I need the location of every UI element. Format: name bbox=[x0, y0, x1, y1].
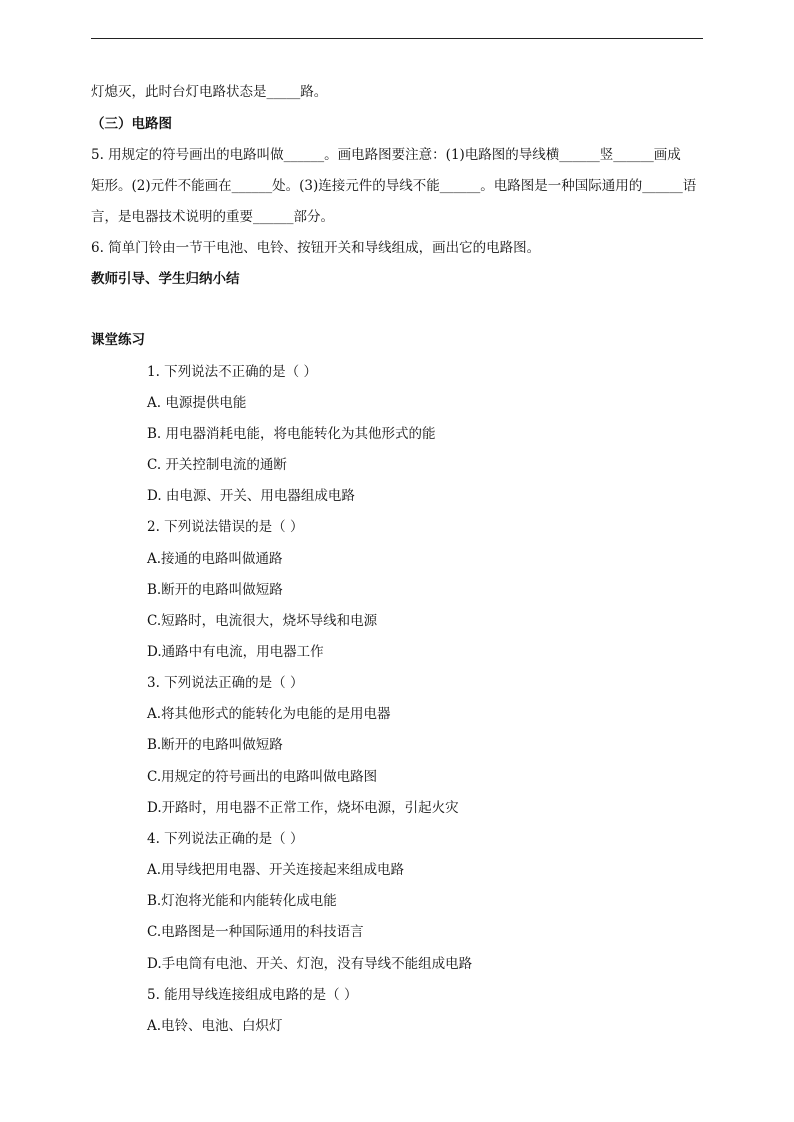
option-line: D. 由电源、开关、用电器组成电路 bbox=[147, 488, 355, 504]
option-line: A.电铃、电池、白炽灯 bbox=[147, 1018, 283, 1034]
summary-heading: 教师引导、学生归纳小结 bbox=[91, 271, 240, 287]
option-line: C.电路图是一种国际通用的科技语言 bbox=[147, 924, 364, 940]
text-line: 言，是电器技术说明的重要______部分。 bbox=[91, 209, 334, 225]
exercise-heading: 课堂练习 bbox=[91, 332, 145, 348]
option-line: B.断开的电路叫做短路 bbox=[147, 737, 283, 753]
option-line: A.将其他形式的能转化为电能的是用电器 bbox=[147, 706, 391, 722]
text-line: 6. 简单门铃由一节干电池、电铃、按钮开关和导线组成，画出它的电路图。 bbox=[91, 240, 541, 256]
option-line: D.开路时，用电器不正常工作，烧坏电源，引起火灾 bbox=[147, 800, 459, 816]
option-line: A. 电源提供电能 bbox=[147, 395, 247, 411]
option-line: A.接通的电路叫做通路 bbox=[147, 551, 283, 567]
option-line: B.灯泡将光能和内能转化成电能 bbox=[147, 893, 337, 909]
option-line: B.断开的电路叫做短路 bbox=[147, 582, 283, 598]
option-line: B. 用电器消耗电能，将电能转化为其他形式的能 bbox=[147, 426, 436, 442]
section-heading: （三）电路图 bbox=[91, 116, 172, 132]
option-line: C.短路时，电流很大，烧坏导线和电源 bbox=[147, 613, 378, 629]
option-line: C. 开关控制电流的通断 bbox=[147, 457, 287, 473]
question-4: 4. 下列说法正确的是（ ） bbox=[147, 831, 304, 847]
question-3: 3. 下列说法正确的是（ ） bbox=[147, 675, 304, 691]
option-line: A.用导线把用电器、开关连接起来组成电路 bbox=[147, 862, 405, 878]
question-5: 5. 能用导线连接组成电路的是（ ） bbox=[147, 987, 358, 1003]
option-line: C.用规定的符号画出的电路叫做电路图 bbox=[147, 769, 378, 785]
header-rule bbox=[91, 38, 703, 39]
question-1: 1. 下列说法不正确的是（ ） bbox=[147, 364, 317, 380]
text-line: 5. 用规定的符号画出的电路叫做______。画电路图要注意：(1)电路图的导线横______竖______画成 bbox=[91, 147, 681, 163]
text-line: 灯熄灭，此时台灯电路状态是_____路。 bbox=[91, 84, 328, 100]
option-line: D.通路中有电流，用电器工作 bbox=[147, 644, 324, 660]
text-line: 矩形。(2)元件不能画在______处。(3)连接元件的导线不能______。电路图是一种国际通用的______语 bbox=[91, 178, 697, 194]
question-2: 2. 下列说法错误的是（ ） bbox=[147, 519, 304, 535]
option-line: D.手电筒有电池、开关、灯泡，没有导线不能组成电路 bbox=[147, 956, 473, 972]
